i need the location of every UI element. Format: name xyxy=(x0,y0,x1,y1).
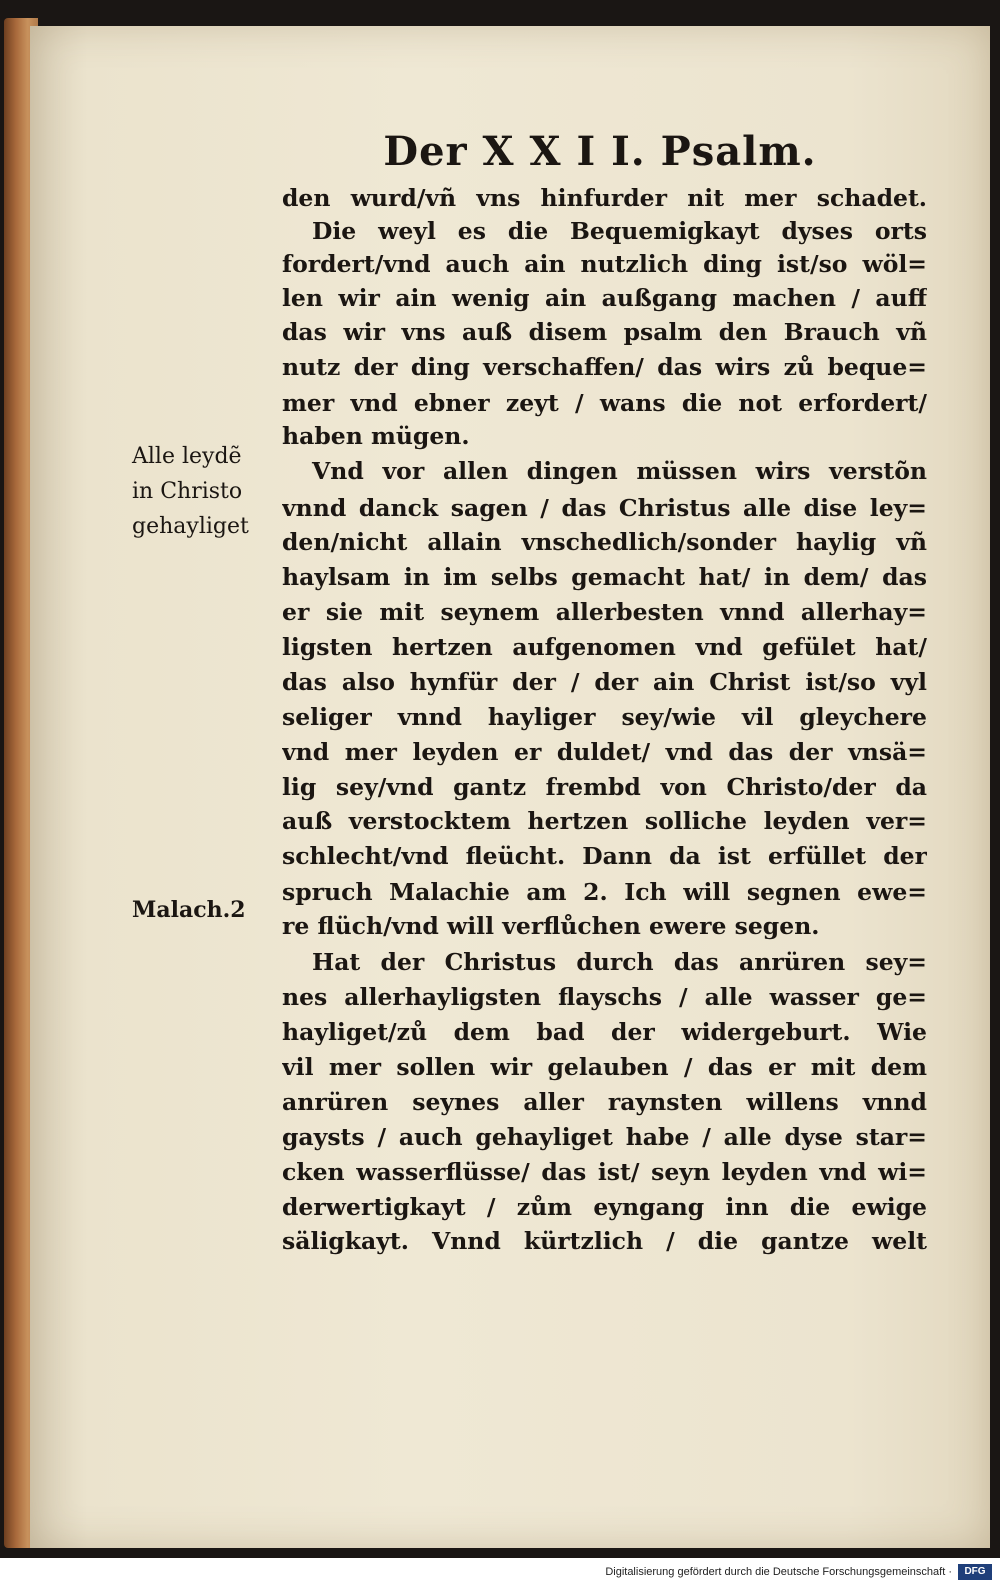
body-line: lig sey/vnd gantz frembd von Christo/der da xyxy=(282,773,927,801)
body-line: hayliget/zů dem bad der widergeburt. Wie xyxy=(282,1018,927,1046)
body-line: säligkayt. Vnnd kürtzlich / die gantze welt xyxy=(282,1227,927,1255)
footer-credit: Digitalisierung gefördert durch die Deutsche Forschungsgemeinschaft · xyxy=(605,1566,952,1578)
body-line: len wir ain wenig ain außgang machen / auff xyxy=(282,284,927,312)
footer-bar xyxy=(0,1558,1000,1588)
body-line: Vnd vor allen dingen müssen wirs verstõn xyxy=(312,457,927,485)
body-line: auß verstocktem hertzen solliche leyden ver= xyxy=(282,807,927,835)
body-line: haben mügen. xyxy=(282,422,470,450)
body-line: das also hynfür der / der ain Christ ist/so vyl xyxy=(282,668,927,696)
body-line: mer vnd ebner zeyt / wans die not erfordert/ xyxy=(282,389,927,417)
margin-note-malachi: Malach.2 xyxy=(132,897,246,923)
body-line: anrüren seynes aller raynsten willens vnnd xyxy=(282,1088,927,1116)
body-line: ligsten hertzen aufgenomen vnd gefület hat/ xyxy=(282,633,927,661)
body-line: vnd mer leyden er duldet/ vnd das der vnsä= xyxy=(282,738,927,766)
body-line: cken wasserflüsse/ das ist/ seyn leyden vnd wi= xyxy=(282,1158,927,1186)
margin-note-line: in Christo xyxy=(132,479,243,504)
body-line: schlecht/vnd fleücht. Dann da ist erfüllet der xyxy=(282,842,927,870)
body-line: haylsam in im selbs gemacht hat/ in dem/ das xyxy=(282,563,927,591)
body-line: den/nicht allain vnschedlich/sonder haylig vñ xyxy=(282,528,927,556)
body-line: re flüch/vnd will verflůchen ewere segen. xyxy=(282,912,820,940)
body-line: vil mer sollen wir gelauben / das er mit dem xyxy=(282,1053,927,1081)
margin-note-line: gehayliget xyxy=(132,514,249,539)
body-line: Hat der Christus durch das anrüren sey= xyxy=(312,948,927,976)
body-line: gaysts / auch gehayliget habe / alle dyse star= xyxy=(282,1123,927,1151)
margin-note-line: Alle leydẽ xyxy=(132,444,242,469)
body-line: seliger vnnd hayliger sey/wie vil gleychere xyxy=(282,703,927,731)
body-line: Die weyl es die Bequemigkayt dyses orts xyxy=(312,217,927,245)
page-heading: Der X X I I. Psalm. xyxy=(383,128,817,175)
dfg-logo: DFG xyxy=(958,1564,992,1580)
body-line: den wurd/vñ vns hinfurder nit mer schadet. xyxy=(282,184,927,212)
body-line: spruch Malachie am 2. Ich will segnen ewe= xyxy=(282,878,927,906)
body-line: er sie mit seynem allerbesten vnnd allerhay= xyxy=(282,598,927,626)
body-line: fordert/vnd auch ain nutzlich ding ist/so wöl= xyxy=(282,250,927,278)
body-line: vnnd danck sagen / das Christus alle dise ley= xyxy=(282,494,927,522)
body-line: das wir vns auß disem psalm den Brauch vñ xyxy=(282,318,927,346)
body-line: nes allerhayligsten flayschs / alle wasser ge= xyxy=(282,983,927,1011)
body-line: nutz der ding verschaffen/ das wirs zů beque= xyxy=(282,353,927,381)
body-line: derwertigkayt / zům eyngang inn die ewige xyxy=(282,1193,927,1221)
